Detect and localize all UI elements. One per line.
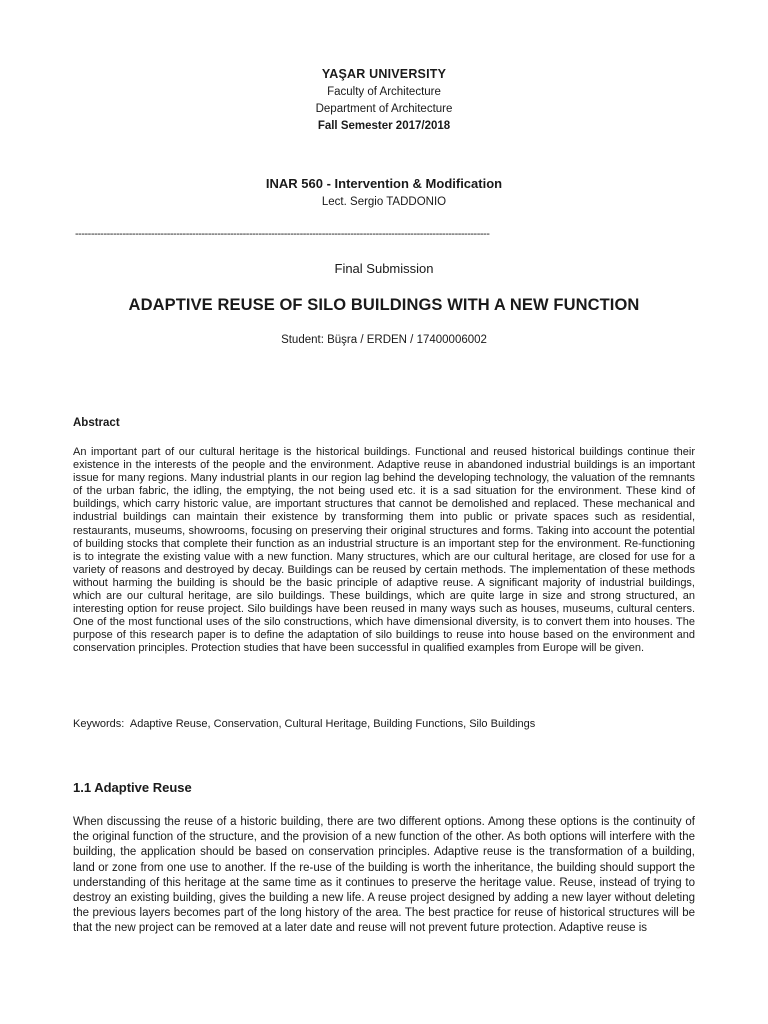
abstract-heading: Abstract [73, 417, 120, 429]
abstract-body: An important part of our cultural heritage is the historical buildings. Functional and reused historical buildings continue their existence in the interests of the people and the environment. Adaptive reuse in abandoned industrial buildings is an important issue for many regions. Many industrial plants in our region lag behind the developing technology, the valuation of the remnants of the urban fabric, the idling, the emptying, the not being used etc. it is a sad situation for the environment. These kind of buildings, which carry historic value, are important structures that cannot be demolished and replaced. These mechanical and industrial buildings can maintain their existence by transforming them into public or private spaces such as residential, restaurants, museums, showrooms, focusing on preserving their original structures and forms. Taking into account the potential of building stocks that complete their function as an industrial structure is an important step for the environment. Re-functioning is to integrate the existing value with a new function. Many structures, which are our cultural heritage, are closed for use for a variety of reasons and destroyed by decay. Buildings can be reused by certain methods. The implementation of these methods without harming the building is should be the basic principle of adaptive reuse. A significant majority of industrial buildings, which are our cultural heritage, are silo buildings. These buildings, which are quite large in size and strong structured, an interesting option for reuse project. Silo buildings have been reused in many ways such as houses, museums, cultural centers. One of the most functional uses of the silo constructions, which have dimensional diversity, is to convert them into houses. The purpose of this research paper is to define the adaptation of silo buildings to reuse into house based on the environment and conservation principles. Protection studies that have been successful in qualified examples from Europe will be given. [73, 446, 695, 655]
department-name: Department of Architecture [315, 103, 453, 115]
university-name: YAŞAR UNIVERSITY [321, 67, 447, 81]
section-body: When discussing the reuse of a historic building, there are two different options. Among these options is the continuity of the original function of the structure, and the provision of a new function of the other. As both options will interfere with the building, the application should be based on conservation principles. Adaptive reuse is the transformation of a building, land or zone from one use to another. If the re-use of the building is worth the inheritance, the building should support the understanding of this heritage at the same time as it continues to preserve the heritage value. Reuse, instead of trying to destroy an existing building, gives the building a new life. A reuse project designed by adding a new layer without deleting the previous layers becomes part of the long history of the area. The best practice for reuse of historical structures will be that the new project can be removed at a later date and reuse will not prevent future protection. Adaptive reuse is [73, 816, 695, 935]
student-info: Student: Büşra / ERDEN / 17400006002 [281, 334, 487, 346]
course-title: INAR 560 - Intervention & Modification [265, 176, 503, 191]
paper-title: ADAPTIVE REUSE OF SILO BUILDINGS WITH A NEW FUNCTION [128, 296, 640, 314]
faculty-name: Faculty of Architecture [327, 86, 441, 98]
semester: Fall Semester 2017/2018 [317, 120, 451, 132]
submission-type: Final Submission [334, 261, 434, 276]
dashed-divider: ----------------------------------------------------------------------------------------------------------------------------------- [75, 228, 490, 240]
keywords-line: Keywords: Adaptive Reuse, Conservation, Cultural Heritage, Building Functions, Silo Buildings [73, 718, 536, 730]
section-heading: 1.1 Adaptive Reuse [73, 780, 192, 795]
lecturer-name: Lect. Sergio TADDONIO [321, 196, 447, 208]
